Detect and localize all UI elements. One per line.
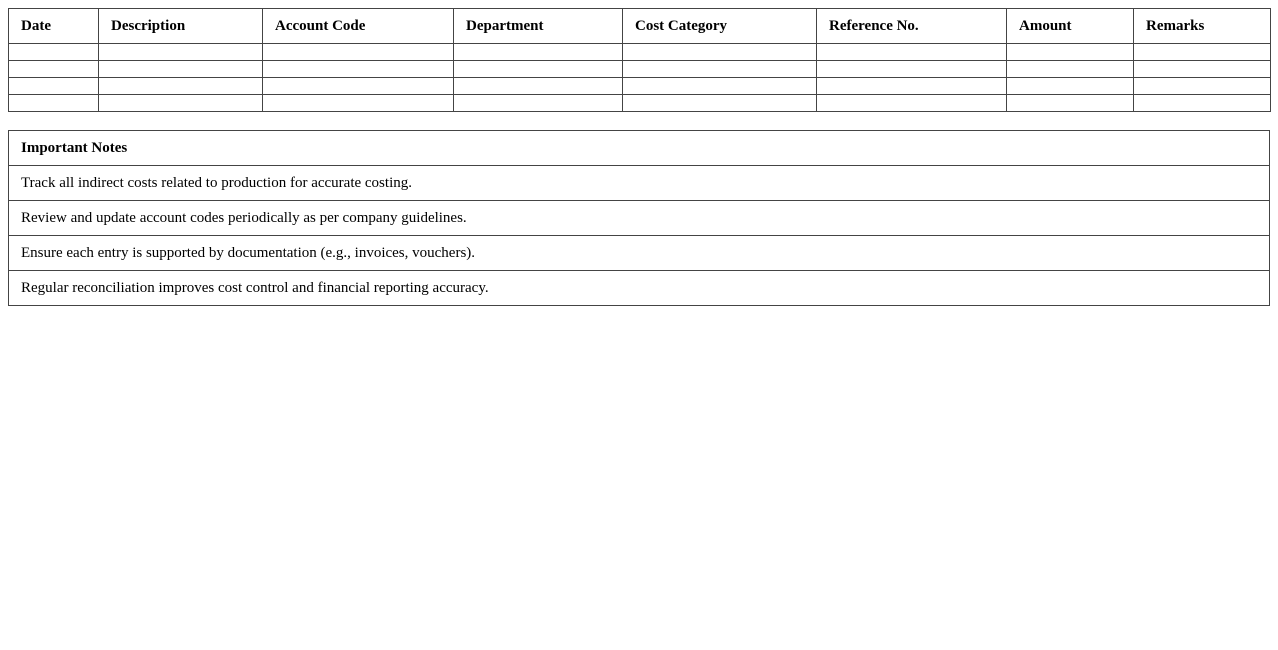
cell-reference-no[interactable] <box>817 95 1007 112</box>
cell-cost-category[interactable] <box>623 78 817 95</box>
note-item: Regular reconciliation improves cost control and financial reporting accuracy. <box>9 271 1270 306</box>
column-header-remarks: Remarks <box>1134 9 1271 44</box>
cell-account-code[interactable] <box>263 61 454 78</box>
table-header-row <box>9 9 1271 44</box>
important-notes-table <box>8 130 1270 306</box>
column-header-description: Description <box>99 9 263 44</box>
cell-department[interactable] <box>454 78 623 95</box>
notes-header-row <box>9 131 1270 166</box>
cell-cost-category[interactable] <box>623 61 817 78</box>
table-row <box>9 44 1271 61</box>
note-row <box>9 166 1270 201</box>
cell-date[interactable] <box>9 78 99 95</box>
cell-date[interactable] <box>9 44 99 61</box>
cell-amount[interactable] <box>1007 95 1134 112</box>
cell-account-code[interactable] <box>263 95 454 112</box>
document <box>8 8 1270 306</box>
cell-account-code[interactable] <box>263 78 454 95</box>
cell-department[interactable] <box>454 44 623 61</box>
column-header-cost-category: Cost Category <box>623 9 817 44</box>
note-item: Ensure each entry is supported by documentation (e.g., invoices, vouchers). <box>9 236 1270 271</box>
cell-reference-no[interactable] <box>817 78 1007 95</box>
cell-remarks[interactable] <box>1134 44 1271 61</box>
note-row <box>9 236 1270 271</box>
column-header-amount: Amount <box>1007 9 1134 44</box>
note-row <box>9 271 1270 306</box>
column-header-department: Department <box>454 9 623 44</box>
table-row <box>9 95 1271 112</box>
cell-remarks[interactable] <box>1134 78 1271 95</box>
note-item: Review and update account codes periodically as per company guidelines. <box>9 201 1270 236</box>
cell-cost-category[interactable] <box>623 44 817 61</box>
cell-department[interactable] <box>454 61 623 78</box>
cell-cost-category[interactable] <box>623 95 817 112</box>
cell-remarks[interactable] <box>1134 61 1271 78</box>
overhead-ledger-table <box>8 8 1271 112</box>
cell-description[interactable] <box>99 78 263 95</box>
cell-description[interactable] <box>99 61 263 78</box>
column-header-reference-no: Reference No. <box>817 9 1007 44</box>
notes-title: Important Notes <box>9 131 1270 166</box>
table-row <box>9 61 1271 78</box>
cell-date[interactable] <box>9 95 99 112</box>
cell-account-code[interactable] <box>263 44 454 61</box>
cell-description[interactable] <box>99 95 263 112</box>
cell-reference-no[interactable] <box>817 44 1007 61</box>
column-header-account-code: Account Code <box>263 9 454 44</box>
cell-description[interactable] <box>99 44 263 61</box>
cell-amount[interactable] <box>1007 78 1134 95</box>
cell-date[interactable] <box>9 61 99 78</box>
cell-reference-no[interactable] <box>817 61 1007 78</box>
note-item: Track all indirect costs related to production for accurate costing. <box>9 166 1270 201</box>
cell-amount[interactable] <box>1007 61 1134 78</box>
cell-amount[interactable] <box>1007 44 1134 61</box>
column-header-date: Date <box>9 9 99 44</box>
note-row <box>9 201 1270 236</box>
cell-department[interactable] <box>454 95 623 112</box>
cell-remarks[interactable] <box>1134 95 1271 112</box>
table-row <box>9 78 1271 95</box>
